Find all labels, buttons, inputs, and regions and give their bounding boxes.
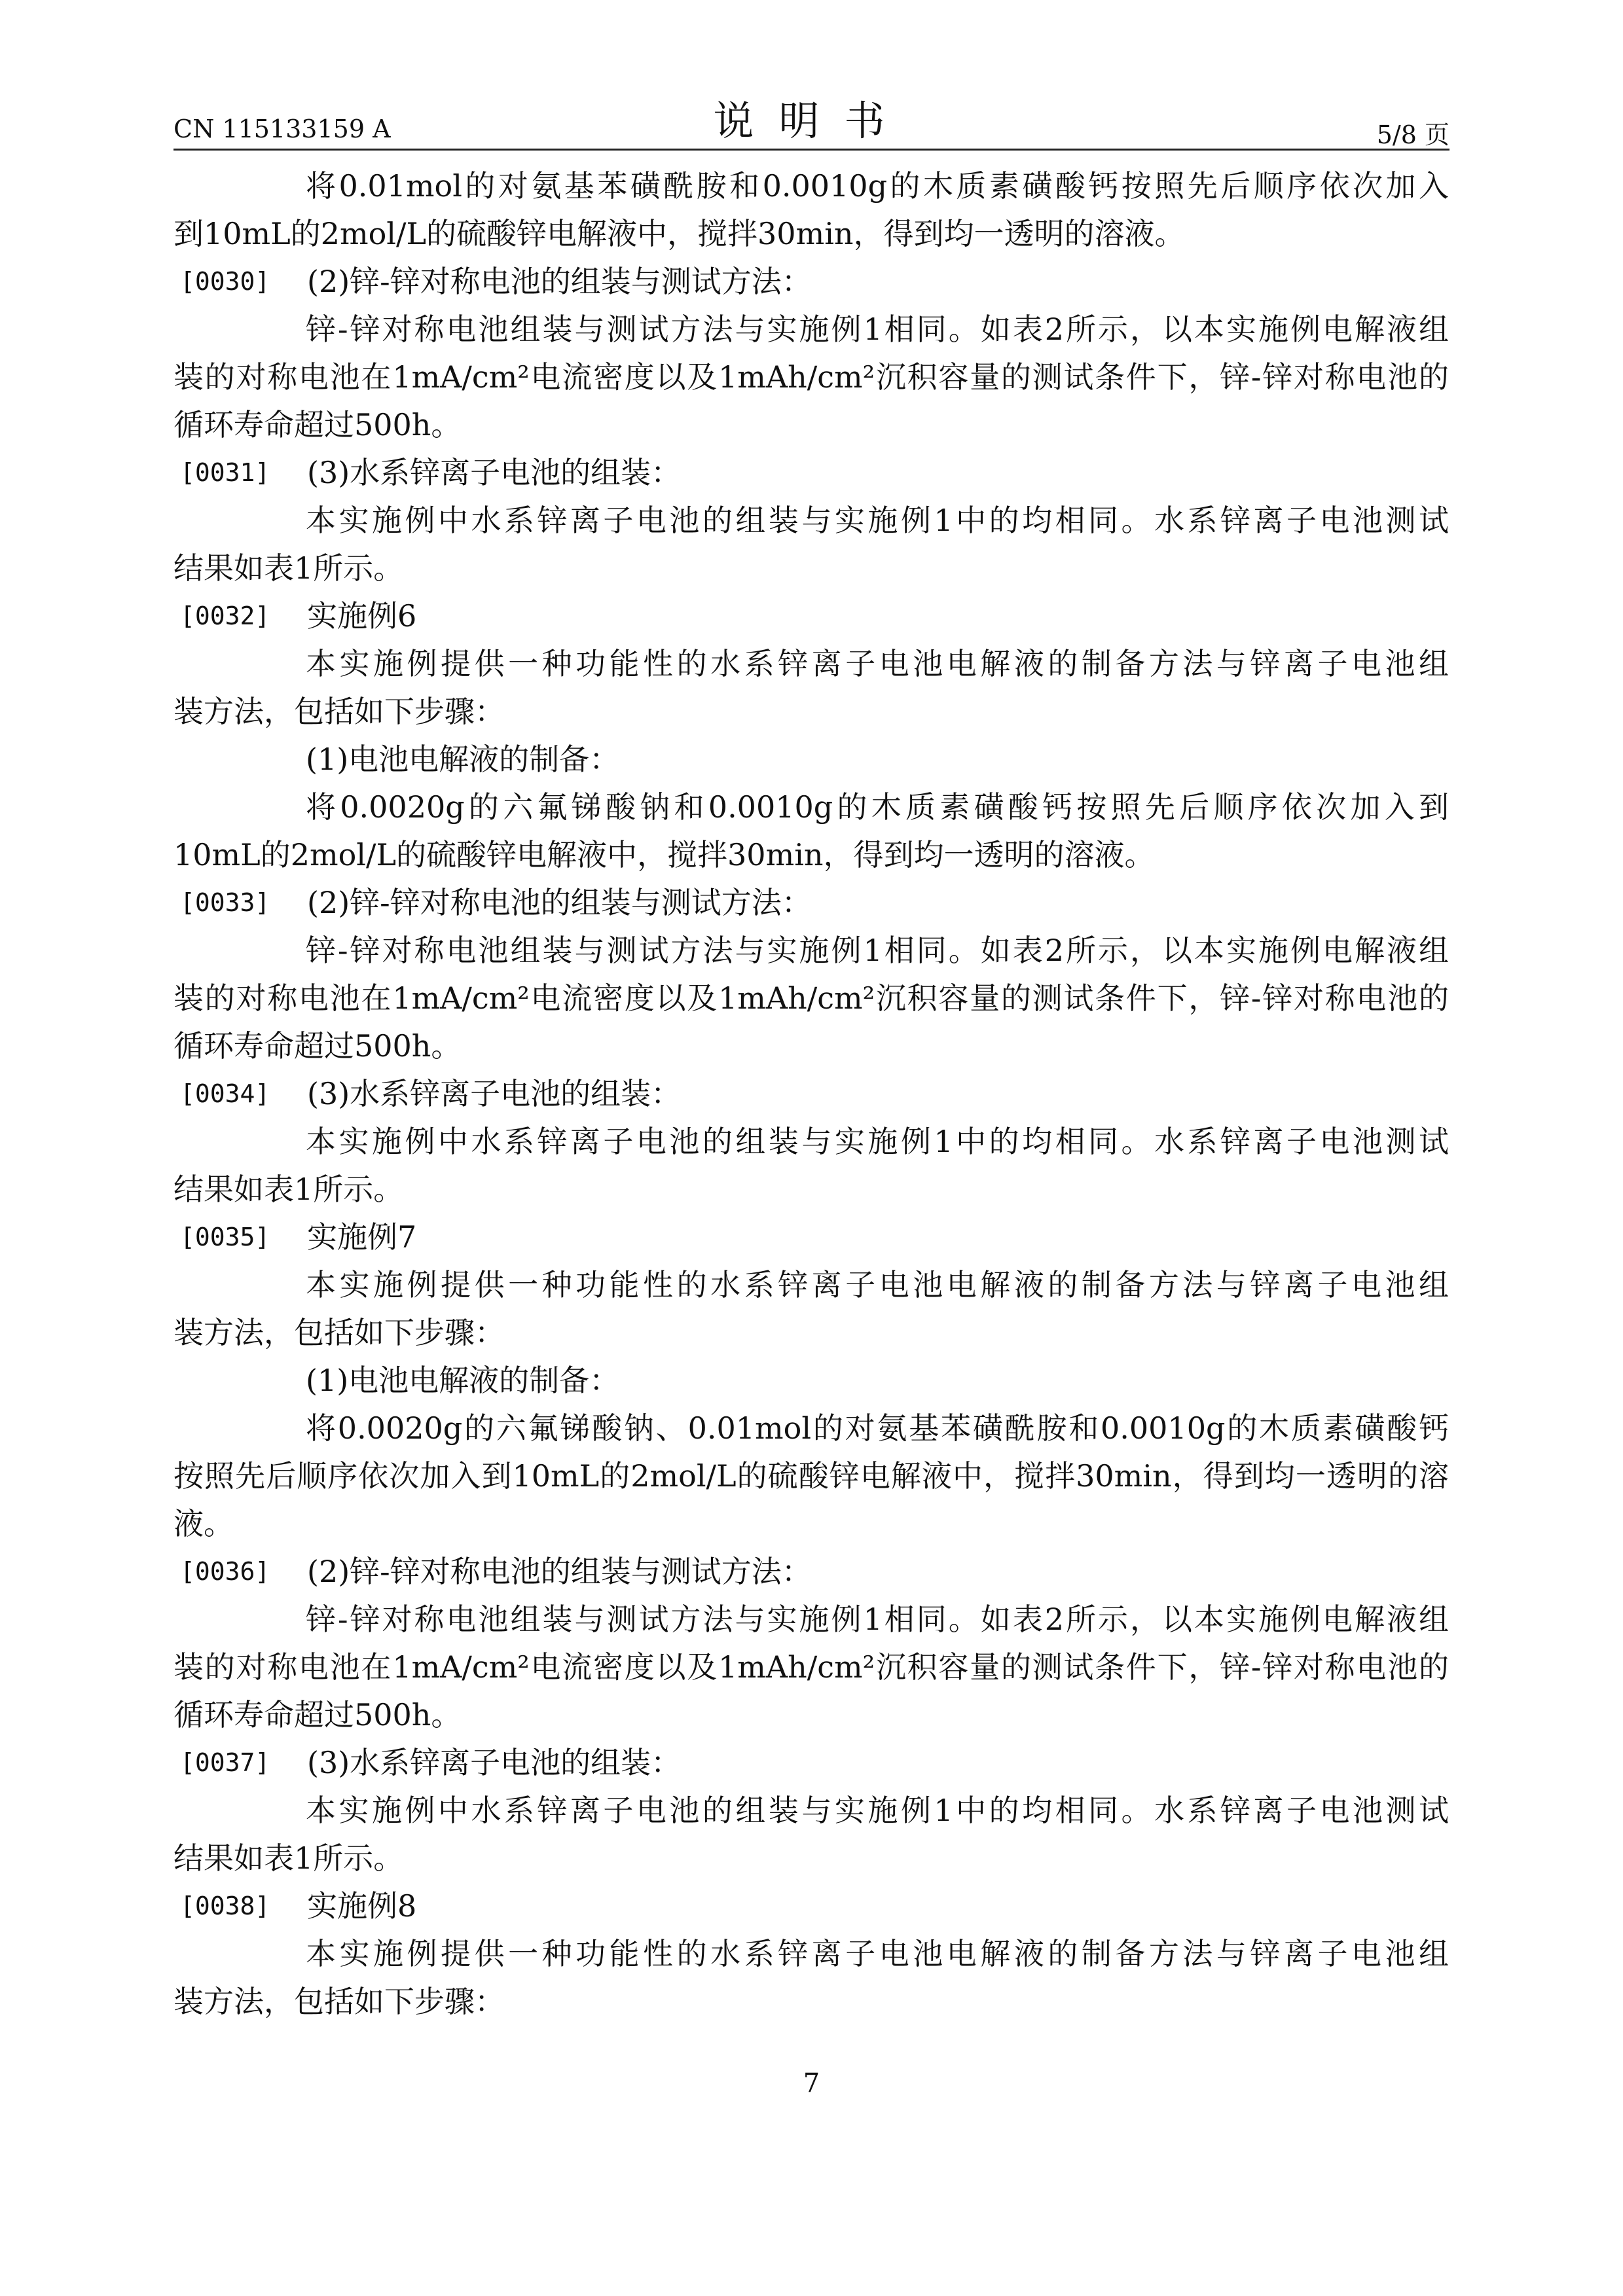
line-text: (3)水系锌离子电池的组装： xyxy=(307,455,682,490)
document-title: 说明书 xyxy=(713,97,910,145)
line-text: (1)电池电解液的制备： xyxy=(306,742,620,777)
paragraph-line xyxy=(173,975,1449,1022)
page-of-total: 5/8 页 xyxy=(1376,120,1450,149)
paragraph-number: [0030] xyxy=(180,267,270,296)
paragraph-line xyxy=(173,1930,1449,1978)
paragraph-line xyxy=(173,1166,1449,1213)
paragraph-line xyxy=(173,1643,1449,1691)
paragraph-line xyxy=(173,1978,1449,2026)
paragraph-line xyxy=(173,1787,1449,1835)
paragraph-line-numbered xyxy=(173,1882,1449,1930)
paragraph-line xyxy=(173,1691,1449,1739)
line-text: 将0.01mol的对氨基苯磺酰胺和0.0010g的木质素磺酸钙按照先后顺序依次加入 xyxy=(306,168,1449,204)
paragraph-line xyxy=(173,927,1449,975)
line-text: 到10mL的2mol/L的硫酸锌电解液中，搅拌30min，得到均一透明的溶液。 xyxy=(173,216,1185,251)
line-text: (2)锌-锌对称电池的组装与测试方法： xyxy=(307,264,812,299)
paragraph-line xyxy=(173,162,1449,210)
line-text: 锌-锌对称电池组装与测试方法与实施例1相同。如表2所示，以本实施例电解液组 xyxy=(306,933,1449,968)
line-text: 装的对称电池在1mA/cm²电流密度以及1mAh/cm²沉积容量的测试条件下，锌-锌对称电池的 xyxy=(173,980,1449,1016)
line-text: 10mL的2mol/L的硫酸锌电解液中，搅拌30min，得到均一透明的溶液。 xyxy=(173,837,1155,872)
line-text: 循环寿命超过500h。 xyxy=(173,1697,462,1732)
paragraph-line xyxy=(173,1261,1449,1309)
line-text: 结果如表1所示。 xyxy=(173,1172,404,1207)
document-body xyxy=(173,162,1449,2026)
line-text: 液。 xyxy=(173,1506,234,1541)
line-text: 本实施例中水系锌离子电池的组装与实施例1中的均相同。水系锌离子电池测试 xyxy=(306,1124,1449,1159)
line-text: 实施例7 xyxy=(307,1219,417,1255)
line-text: (3)水系锌离子电池的组装： xyxy=(307,1076,682,1111)
line-text: 按照先后顺序依次加入到10mL的2mol/L的硫酸锌电解液中，搅拌30min，得到均一透明的溶 xyxy=(173,1458,1449,1494)
paragraph-number: [0037] xyxy=(180,1748,270,1777)
line-text: (2)锌-锌对称电池的组装与测试方法： xyxy=(307,885,812,920)
line-text: 循环寿命超过500h。 xyxy=(173,1028,462,1064)
line-text: 结果如表1所示。 xyxy=(173,550,404,586)
paragraph-line xyxy=(173,210,1449,258)
line-text: 装方法，包括如下步骤： xyxy=(173,694,505,729)
page-number: 7 xyxy=(803,2068,820,2098)
paragraph-line-numbered xyxy=(173,1070,1449,1118)
paragraph-line xyxy=(173,831,1449,879)
line-text: 装的对称电池在1mA/cm²电流密度以及1mAh/cm²沉积容量的测试条件下，锌-锌对称电池的 xyxy=(173,359,1449,395)
paragraph-line xyxy=(173,401,1449,449)
paragraph-line xyxy=(173,353,1449,401)
line-text: 装的对称电池在1mA/cm²电流密度以及1mAh/cm²沉积容量的测试条件下，锌-锌对称电池的 xyxy=(173,1649,1449,1685)
line-text: 实施例8 xyxy=(307,1888,417,1924)
page-header xyxy=(173,88,1450,147)
paragraph-line xyxy=(173,545,1449,592)
line-text: 结果如表1所示。 xyxy=(173,1840,404,1876)
header-divider xyxy=(173,149,1450,151)
paragraph-line xyxy=(173,1500,1449,1548)
paragraph-number: [0036] xyxy=(180,1557,270,1586)
paragraph-line xyxy=(173,1596,1449,1643)
line-text: 本实施例中水系锌离子电池的组装与实施例1中的均相同。水系锌离子电池测试 xyxy=(306,503,1449,538)
line-text: 锌-锌对称电池组装与测试方法与实施例1相同。如表2所示，以本实施例电解液组 xyxy=(306,1602,1449,1637)
paragraph-number: [0031] xyxy=(180,458,270,487)
line-text: 循环寿命超过500h。 xyxy=(173,407,462,442)
line-text: (3)水系锌离子电池的组装： xyxy=(307,1745,682,1780)
paragraph-line xyxy=(173,640,1449,688)
paragraph-line-numbered xyxy=(173,879,1449,927)
paragraph-number: [0033] xyxy=(180,888,270,917)
paragraph-line-numbered xyxy=(173,258,1449,306)
paragraph-number: [0034] xyxy=(180,1079,270,1108)
paragraph-line xyxy=(173,783,1449,831)
line-text: (2)锌-锌对称电池的组装与测试方法： xyxy=(307,1554,812,1589)
paragraph-line-numbered xyxy=(173,1739,1449,1787)
line-text: 将0.0020g的六氟锑酸钠和0.0010g的木质素磺酸钙按照先后顺序依次加入到 xyxy=(306,789,1449,825)
paragraph-line xyxy=(173,1118,1449,1166)
paragraph-line xyxy=(173,1835,1449,1882)
paragraph-number: [0032] xyxy=(180,601,270,630)
paragraph-line xyxy=(173,1405,1449,1452)
line-text: 将0.0020g的六氟锑酸钠、0.01mol的对氨基苯磺酰胺和0.0010g的木质素磺酸钙 xyxy=(306,1410,1449,1446)
paragraph-line xyxy=(173,1022,1449,1070)
paragraph-line xyxy=(173,688,1449,736)
line-text: 本实施例中水系锌离子电池的组装与实施例1中的均相同。水系锌离子电池测试 xyxy=(306,1793,1449,1828)
publication-number: CN 115133159 A xyxy=(173,115,391,143)
line-text: 装方法，包括如下步骤： xyxy=(173,1984,505,2019)
line-text: 实施例6 xyxy=(307,598,417,634)
paragraph-number: [0038] xyxy=(180,1892,270,1920)
paragraph-line-numbered xyxy=(173,592,1449,640)
paragraph-line-numbered xyxy=(173,1548,1449,1596)
line-text: 锌-锌对称电池组装与测试方法与实施例1相同。如表2所示，以本实施例电解液组 xyxy=(306,312,1449,347)
paragraph-line-numbered xyxy=(173,1213,1449,1261)
paragraph-line xyxy=(173,1357,1449,1405)
paragraph-line xyxy=(173,497,1449,545)
line-text: 装方法，包括如下步骤： xyxy=(173,1315,505,1350)
line-text: 本实施例提供一种功能性的水系锌离子电池电解液的制备方法与锌离子电池组 xyxy=(306,1267,1449,1302)
paragraph-number: [0035] xyxy=(180,1223,270,1251)
paragraph-line xyxy=(173,1309,1449,1357)
line-text: 本实施例提供一种功能性的水系锌离子电池电解液的制备方法与锌离子电池组 xyxy=(306,1936,1449,1971)
paragraph-line-numbered xyxy=(173,449,1449,497)
paragraph-line xyxy=(173,306,1449,353)
paragraph-line xyxy=(173,736,1449,783)
paragraph-line xyxy=(173,1452,1449,1500)
line-text: (1)电池电解液的制备： xyxy=(306,1363,620,1398)
line-text: 本实施例提供一种功能性的水系锌离子电池电解液的制备方法与锌离子电池组 xyxy=(306,646,1449,681)
